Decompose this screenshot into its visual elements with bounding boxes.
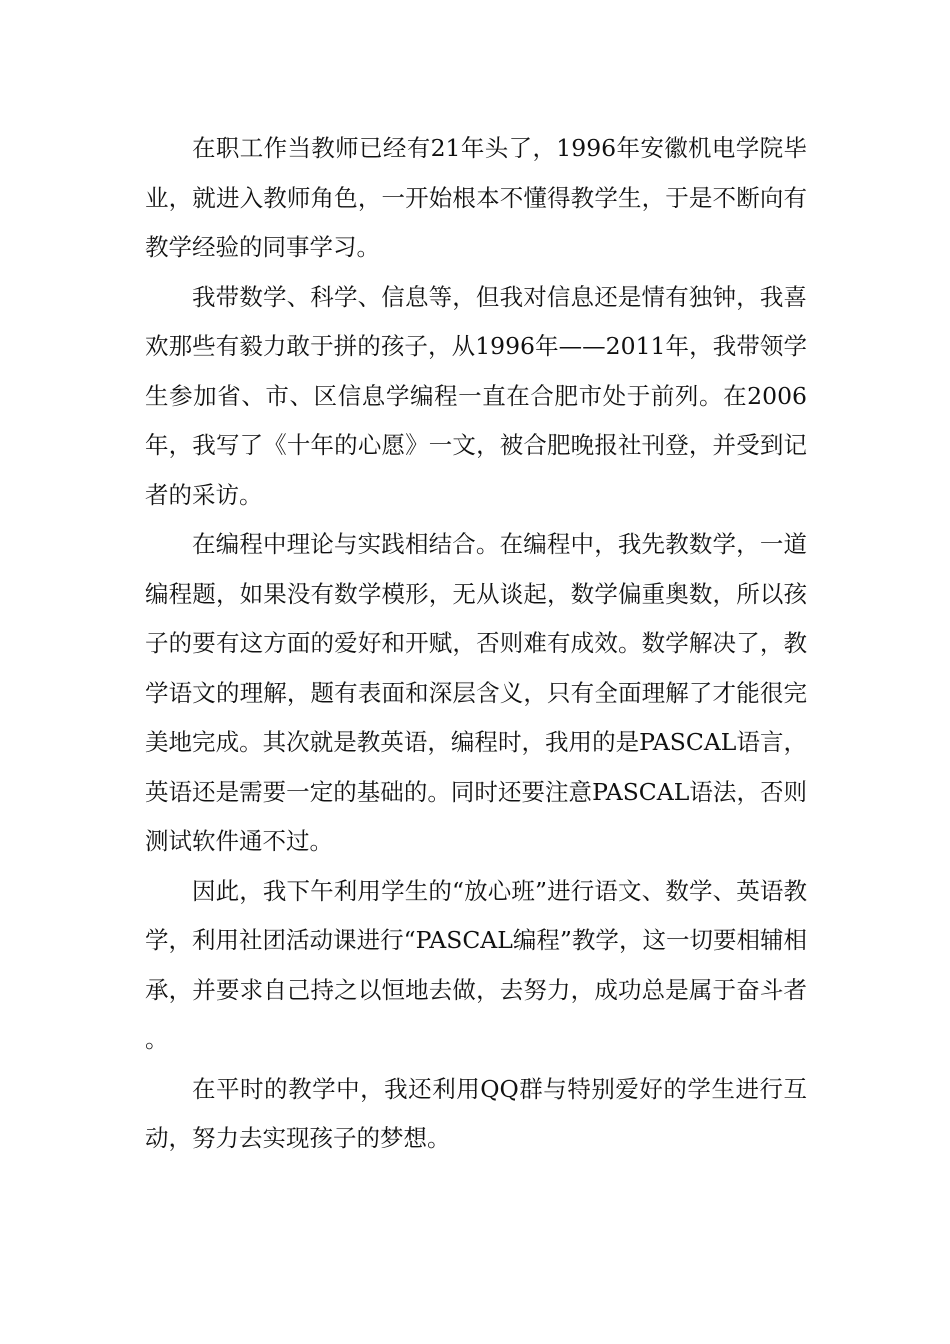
paragraph-1: 在职工作当教师已经有21年头了，1996年安徽机电学院毕业，就进入教师角色，一开始根本不懂得教学生，于是不断向有教学经验的同事学习。	[145, 134, 807, 261]
paragraph-3: 在编程中理论与实践相结合。在编程中，我先教数学，一道编程题，如果没有数学模形，无从谈起，数学偏重奥数，所以孩子的要有这方面的爱好和开赋，否则难有成效。数学解决了，教学语文的理解，题有表面和深层含义，只有全面理解了才能很完美地完成。其次就是教英语，编程时，我用的是PASCAL语言，英语还是需要一定的基础的。同时还要注意PASCAL语法，否则测试软件通不过。	[145, 530, 807, 855]
paragraph-4: 因此，我下午利用学生的“放心班”进行语文、数学、英语教学，利用社团活动课进行“PASCAL编程”教学，这一切要相辅相承，并要求自己持之以恒地去做，去努力，成功总是属于奋斗者。	[145, 876, 807, 1053]
paragraph-2: 我带数学、科学、信息等，但我对信息还是情有独钟，我喜欢那些有毅力敢于拼的孩子，从1996年——2011年，我带领学生参加省、市、区信息学编程一直在合肥市处于前列。在2006年，我写了《十年的心愿》一文，被合肥晚报社刊登，并受到记者的采访。	[145, 282, 807, 509]
paragraph-5: 在平时的教学中，我还利用QQ群与特别爱好的学生进行互动，努力去实现孩子的梦想。	[145, 1074, 807, 1152]
document-body	[145, 124, 807, 1164]
